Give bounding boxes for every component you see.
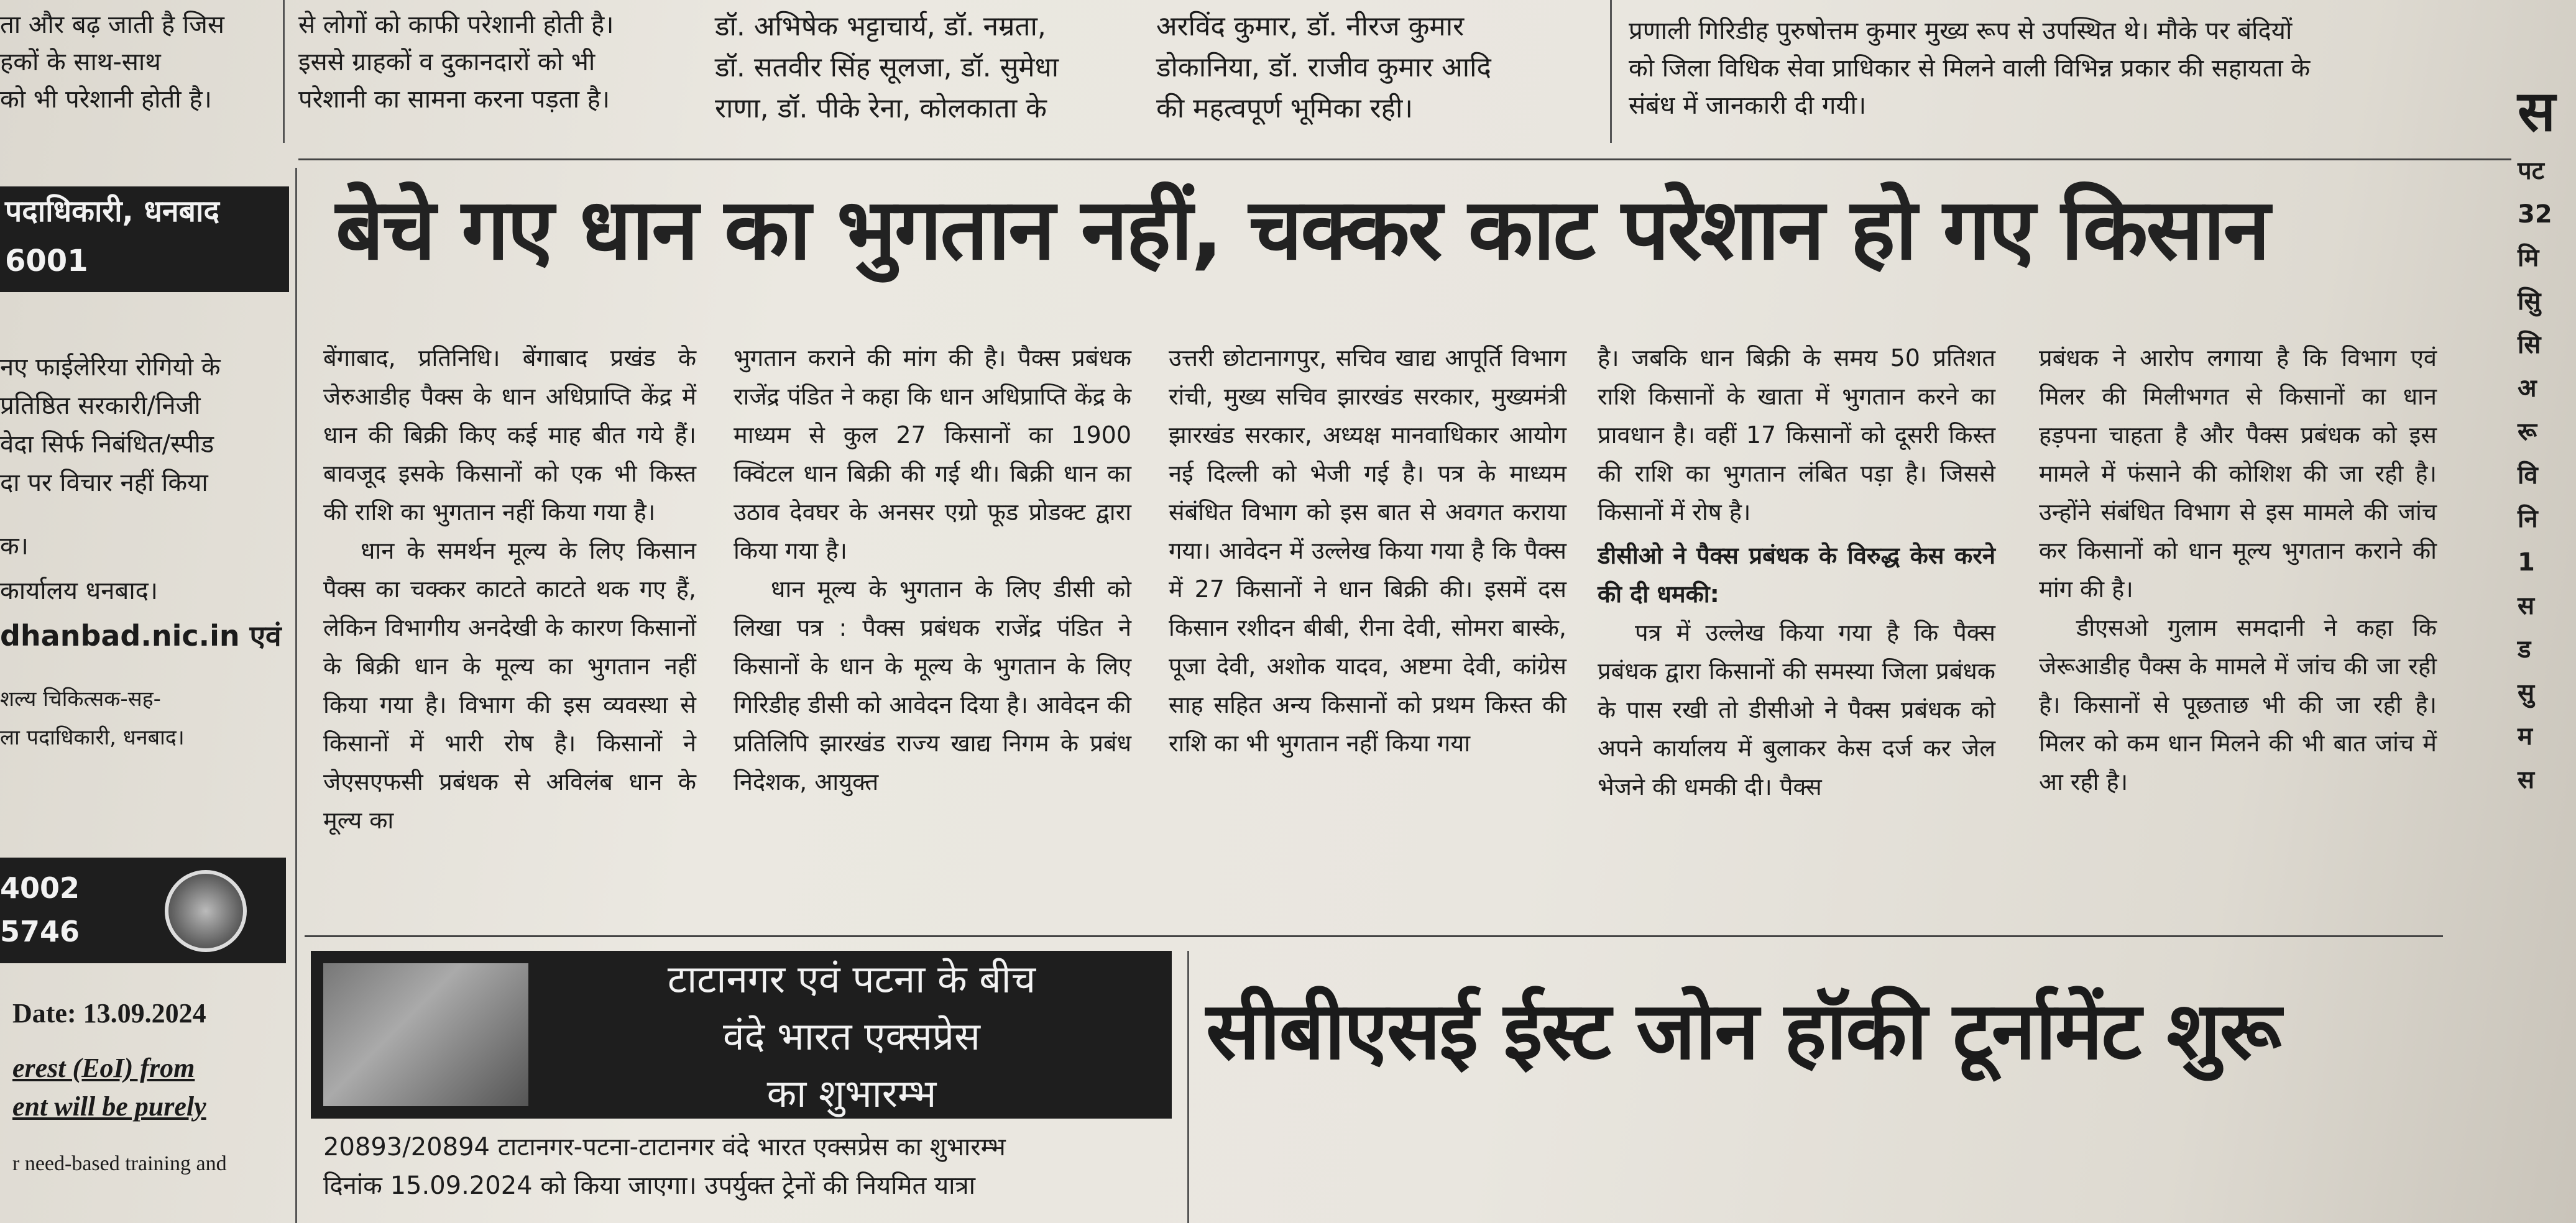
article-column-5: प्रबंधक ने आरोप लगाया है कि विभाग एवं मिलर की मिलीभगत से किसानों का धान हड़पना चाहता है और पैक्स प्रबंधक को इस मामले में फंसाने की कोशिश की जा रही है। उन्होंने संबंधित विभाग से इस मामले की जांच कर किसानों को धान मूल्य भुगतान कराने की मांग की है। डीएसओ गुलाम समदानी ने कहा कि जेरूआडीह पैक्स के मामले में जांच की जा रही है। किसानों से पूछताछ भी की जा रही है। मिलर को कम धान मिलने की भी बात जांच में आ रही है। [2039,344,2437,795]
top-fragment-col1: ता और बढ़ जाती है जिस हकों के साथ-साथ को भी परेशानी होती है। [0,11,224,114]
section-divider [298,158,2511,160]
top-fragment-col2: से लोगों को काफी परेशानी होती है। इससे ग्राहकों व दुकानदारों को भी परेशानी का सामना करना पड़ता है। [298,11,614,114]
right-edge-fragment: स पट 32 मि सुि सि अ रू वि नि 1 स ड सु म स [2518,79,2555,794]
top-fragment-col4: अरविंद कुमार, डॉ. नीरज कुमार डोकानिया, डॉ. राजीव कुमार आदि की महत्वपूर्ण भूमिका रही। [1156,11,1491,124]
top-fragment-col3: डॉ. अभिषेक भट्टाचार्य, डॉ. नम्रता, डॉ. सतवीर सिंह सूलजा, डॉ. सुमेधा राणा, डॉ. पीके रेना, कोलकाता के [715,11,1059,124]
train-ad-banner: टाटानगर एवं पटना के बीच वंदे भारत एक्सप्रेस का शुभारम्भ [311,951,1172,1119]
top-fragment-col5: प्रणाली गिरिडीह पुरुषोत्तम कुमार मुख्य रूप से उपस्थित थे। मौके पर बंदियों को जिला विधिक सेवा प्राधिकार से मिलने वाली विभिन्न प्रकार की सहायता के संबंध में जानकारी दी गयी। [1629,17,2311,120]
article-column-4: है। जबकि धान बिक्री के समय 50 प्रतिशत राशि किसानों के खाता में भुगतान करने का प्रावधान है। वहीं 17 किसानों को दूसरी किस्त की राशि का भुगतान लंबित पड़ा है। जिससे किसानों में रोष है। डीसीओ ने पैक्स प्रबंधक के विरुद्ध केस करने की दी धमकी: पत्र में उल्लेख किया गया है कि पैक्स प्रबंधक द्वारा किसानों की समस्या जिला प्रबंधक के पास रखी तो डीसीओ ने पैक्स प्रबंधक को अपने कार्यालय में बुलाकर केस दर्ज कर जेल भेजने की धमकी दी। पैक्स [1598,344,1995,800]
left-ad-body: नए फाईलेरिया रोगियो के प्रतिष्ठित सरकारी/निजी वेदा सिर्फ निबंधित/स्पीड दा पर विचार नहीं किया क। कार्यालय धनबाद। dhanbad.nic.in एवं शल्य चिकित्सक-सह- ला पदाधिकारी, धनबाद। [0,353,282,750]
government-emblem [165,870,247,952]
article-column-1: बेंगाबाद, प्रतिनिधि। बेंगाबाद प्रखंड के जेरुआडीह पैक्स के धान अधिप्राप्ति केंद्र में धान की बिक्री किए कई माह बीत गये हैं। बावजूद इसके किसानों को एक भी किस्त की राशि का भुगतान नहीं किया गया है। धान के समर्थन मूल्य के लिए किसान पैक्स का चक्कर काटते काटते थक गए हैं, लेकिन विभागीय अनदेखी के कारण किसानों के बिक्री धान के मूल्य का भुगतान नहीं किया गया है। विभाग की इस व्यवस्था से किसानों में भारी रोष है। किसानों ने जेएसएफसी प्रबंधक से अविलंब धान के मूल्य का [323,344,696,834]
left-ad-date: Date: 13.09.2024 erest (EoI) from ent will be purely r need-based training and [12,998,227,1175]
left-ad-numbers: 4002 5746 [0,858,286,963]
column-divider [283,0,285,143]
train-photo [323,963,528,1106]
hockey-headline: सीबीएसई ईस्ट जोन हॉकी टूर्नामेंट शुरू [1206,985,2281,1078]
section-divider [305,935,2443,937]
column-divider [1610,0,1612,143]
train-ad-body: 20893/20894 टाटानगर-पटना-टाटानगर वंदे भारत एक्सप्रेस का शुभारम्भ दिनांक 15.09.2024 को किया जाएगा। उपर्युक्त ट्रेनों की नियमित यात्रा [323,1133,1006,1200]
article-column-3: उत्तरी छोटानागपुर, सचिव खाद्य आपूर्ति विभाग रांची, मुख्य सचिव झारखंड सरकार, मुख्यमंत्री झारखंड सरकार, अध्यक्ष मानवाधिकार आयोग नई दिल्ली को भेजी गई है। पत्र के माध्यम संबंधित विभाग को इस बात से अवगत कराया गया। आवेदन में उल्लेख किया गया है कि पैक्स में 27 किसानों ने धान बिक्री की। इसमें दस किसान रशीदन बीबी, रीना देवी, सोमरा बास्के, पूजा देवी, अशोक यादव, अष्टमा देवी, कांग्रेस साह सहित अन्य किसानों को प्रथम किस्त की राशि का भी भुगतान नहीं किया गया [1169,344,1566,757]
article-headline: बेचे गए धान का भुगतान नहीं, चक्कर काट परेशान हो गए किसान [336,181,2268,279]
subheading: डीसीओ ने पैक्स प्रबंधक के विरुद्ध केस करने की दी धमकी: [1598,542,1995,608]
article-column-2: भुगतान कराने की मांग की है। पैक्स प्रबंधक राजेंद्र पंडित ने कहा कि धान अधिप्राप्ति केंद्र के माध्यम से कुल 27 किसानों का 1900 क्विंटल धान बिक्री की गई थी। बिक्री धान का उठाव देवघर के अनसर एग्रो फूड प्रोडक्ट द्वारा किया गया है। धान मूल्य के भुगतान के लिए डीसी को लिखा पत्र : पैक्स प्रबंधक राजेंद्र पंडित ने किसानों के धान के मूल्य के भुगतान के लिए गिरिडीह डीसी को आवेदन दिया है। आवेदन की प्रतिलिपि झारखंड राज्य खाद्य निगम के प्रबंध निदेशक, आयुक्त [734,344,1131,795]
column-divider [1187,951,1189,1223]
column-divider [295,168,297,1223]
left-ad-header: पदाधिकारी, धनबाद 6001 [0,186,289,292]
